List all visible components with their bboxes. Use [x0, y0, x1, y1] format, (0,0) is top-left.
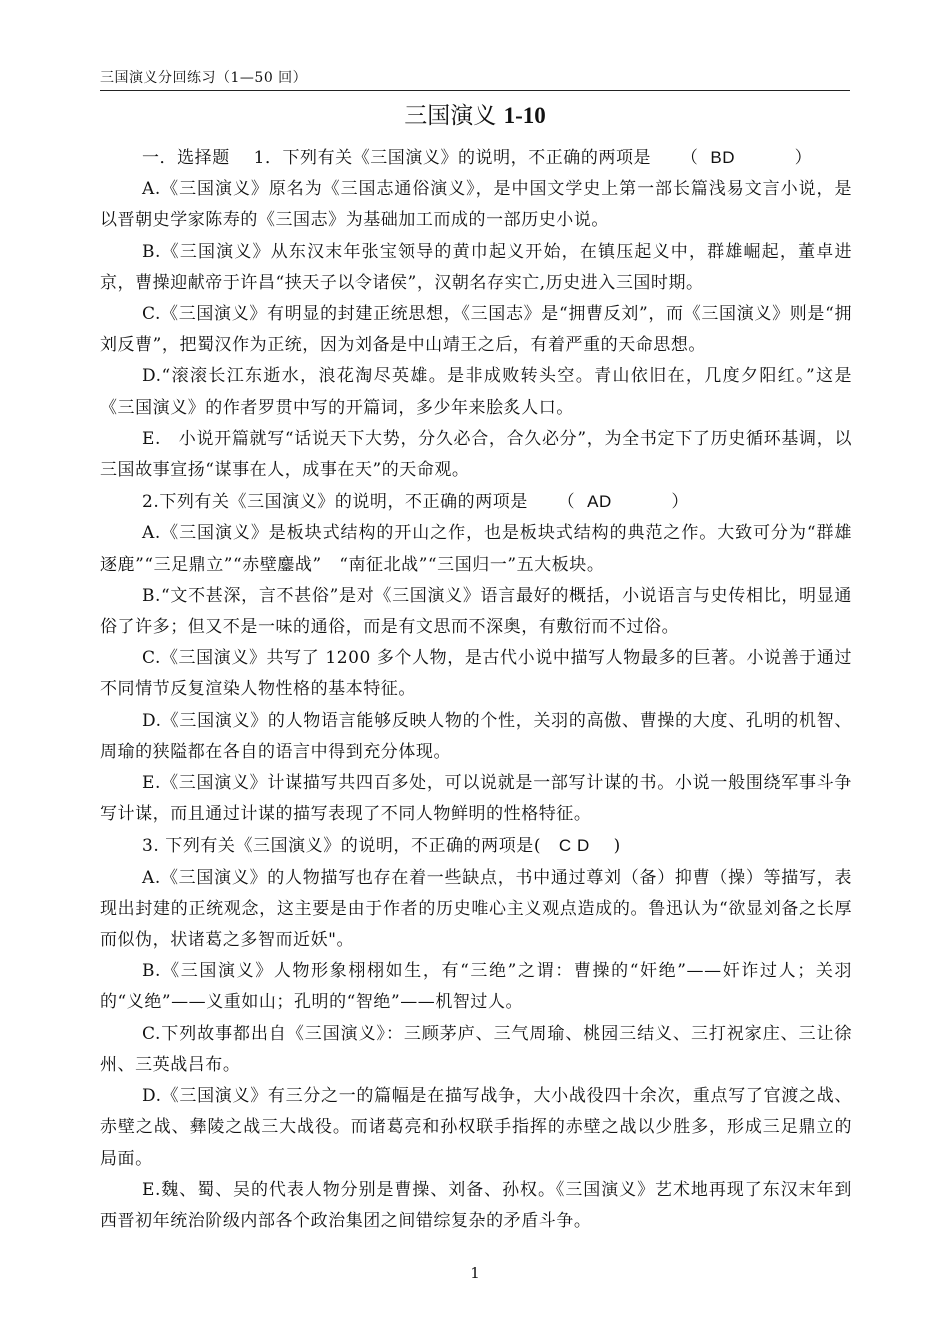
running-header-title: 三国演义分回练习（1—50 回） [100, 70, 308, 86]
section-label: 一．选择题 [142, 148, 230, 168]
document-title [0, 101, 950, 131]
question-1-stem [100, 142, 852, 174]
question-2-answer: AD [587, 492, 612, 512]
question-3-answer: C D [558, 836, 590, 856]
question-3-option-a: A.《三国演义》的人物描写也存在着一些缺点，书中通过尊刘（备）抑曹（操）等描写，表现出封建的正统观念，这主要是由于作者的历史唯心主义观点造成的。鲁迅认为“欲显刘备之长厚而似伪，状诸葛之多智而近妖"。 [100, 867, 852, 951]
question-3-option-d: D.《三国演义》有三分之一的篇幅是在描写战争，大小战役四十余次，重点写了官渡之战、赤壁之战、彝陵之战三大战役。而诸葛亮和孙权联手指挥的赤壁之战以少胜多，形成三足鼎立的局面。 [100, 1086, 852, 1169]
running-header [100, 70, 850, 91]
question-2-option-c: C.《三国演义》共写了 1200 多个人物，是古代小说中描写人物最多的巨著。小说善于通过不同情节反复渲染人物性格的基本特征。 [100, 648, 852, 700]
question-2-option-b: B.“文不甚深，言不甚俗”是对《三国演义》语言最好的概括，小说语言与史传相比，明显通俗了许多；但又不是一味的通俗，而是有文思而不深奥，有敷衍而不过俗。 [100, 585, 852, 638]
question-2-option-a: A.《三国演义》是板块式结构的开山之作，也是板块式结构的典范之作。大致可分为“群雄逐鹿”“三足鼎立”“赤壁鏖战” “南征北战”“三国归一”五大板块。 [100, 523, 852, 575]
question-1-answer-close: ） [794, 148, 813, 168]
question-1-option-b: B.《三国演义》从东汉末年张宝领导的黄巾起义开始，在镇压起义中，群雄崛起，董卓进京，曹操迎献帝于许昌“挟天子以令诸侯”，汉朝名存实亡,历史进入三国时期。 [100, 241, 852, 293]
page-number: 1 [470, 1264, 480, 1282]
question-1-option-a: A.《三国演义》原名为《三国志通俗演义》，是中国文学史上第一部长篇浅易文言小说，是以晋朝史学家陈寿的《三国志》为基础加工而成的一部历史小说。 [100, 179, 852, 231]
question-1-option-e: E. 小说开篇就写“话说天下大势，分久必合，合久必分”，为全书定下了历史循环基调，以三国故事宣扬“谋事在人，成事在天”的天命观。 [100, 428, 852, 481]
question-2-answer-close: ） [671, 492, 689, 513]
question-3-option-c: C.下列故事都出自《三国演义》：三顾茅庐、三气周瑜、桃园三结义、三打祝家庄、三让徐州、三英战吕布。 [100, 1023, 852, 1075]
document-body [100, 142, 852, 1237]
question-1-option-d: D.“滚滚长江东逝水，浪花淘尽英雄。是非成败转头空。青山依旧在，几度夕阳红。”这是《三国演义》的作者罗贯中写的开篇词，多少年来脍炙人口。 [100, 366, 852, 418]
question-1-option-c: C.《三国演义》有明显的封建正统思想，《三国志》是“拥曹反刘”，而《三国演义》则是“拥刘反曹”，把蜀汉作为正统，因为刘备是中山靖王之后，有着严重的天命思想。 [100, 304, 852, 356]
title-range: 1-10 [503, 103, 546, 128]
question-1-answer-open: （ [680, 148, 699, 168]
question-3-text: 3. 下列有关《三国演义》的说明，不正确的两项是( [142, 836, 542, 857]
question-3-option-b: B.《三国演义》人物形象栩栩如生，有“三绝”之谓：曹操的“奸绝”——奸诈过人；关羽的“义绝”——义重如山；孔明的“智绝”——机智过人。 [100, 961, 852, 1013]
question-2-text: 2.下列有关《三国演义》的说明，不正确的两项是 [142, 492, 528, 513]
question-3-option-e: E.魏、蜀、吴的代表人物分别是曹操、刘备、孙权。《三国演义》艺术地再现了东汉末年到西晋初年统治阶级内部各个政治集团之间错综复杂的矛盾斗争。 [100, 1179, 852, 1231]
question-2-option-d: D.《三国演义》的人物语言能够反映人物的个性，关羽的高傲、曹操的大度、孔明的机智、周瑜的狭隘都在各自的语言中得到充分体现。 [100, 710, 852, 762]
question-1-answer: BD [710, 148, 736, 167]
question-2-stem [100, 486, 852, 518]
question-3-stem [100, 830, 852, 862]
title-prefix: 三国演义 [404, 103, 504, 129]
question-2-answer-open: （ [557, 492, 576, 513]
question-1-text: 1．下列有关《三国演义》的说明，不正确的两项是 [253, 148, 652, 168]
question-3-answer-close: ) [613, 836, 621, 857]
question-2-option-e: E.《三国演义》计谋描写共四百多处，可以说就是一部写计谋的书。小说一般围绕军事斗争写计谋，而且通过计谋的描写表现了不同人物鲜明的性格特征。 [100, 773, 852, 825]
